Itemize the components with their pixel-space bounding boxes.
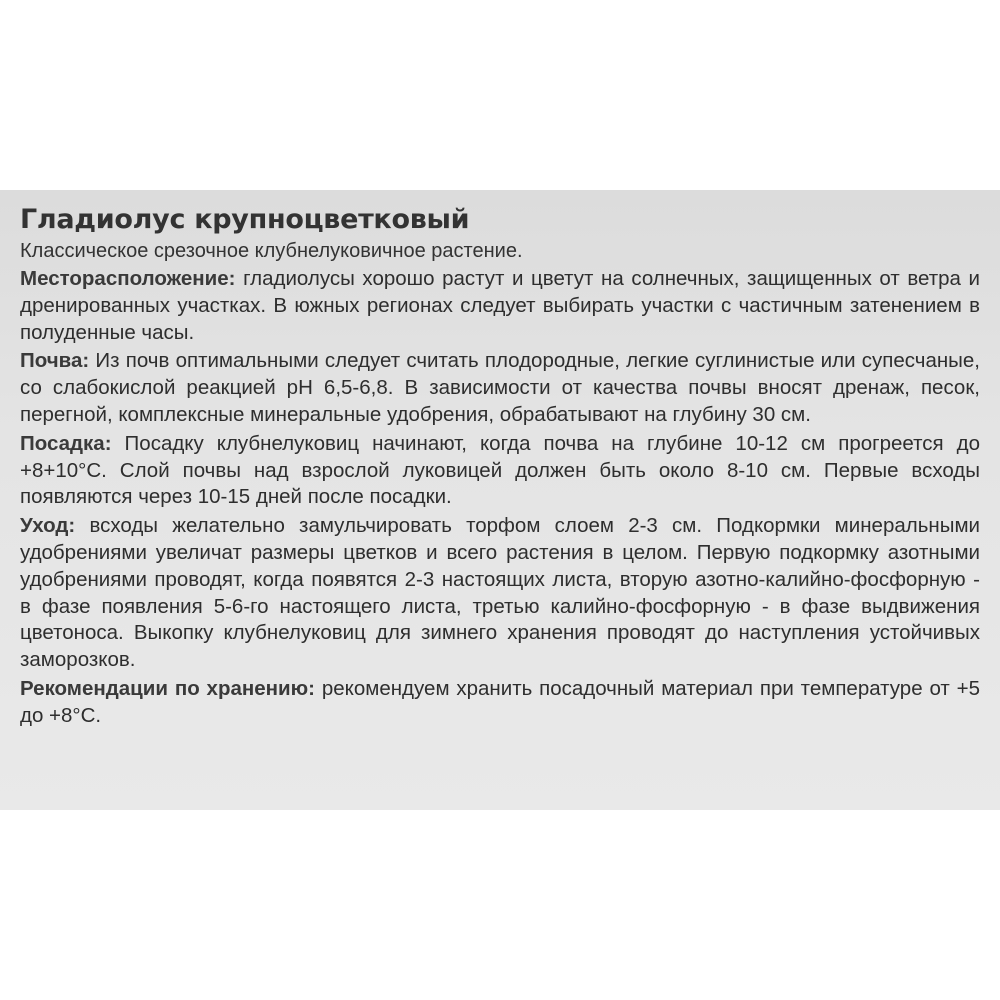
label-text — [20, 204, 980, 732]
section-location — [20, 266, 980, 346]
section-storage — [20, 676, 980, 730]
section-label: Посадка: — [20, 431, 112, 455]
section-text: рекомендуем хранить посадочный материал при температуре от +5 до +8°С. — [20, 676, 981, 727]
section-text: Из почв оптимальными следует считать плодородные, легкие суглинистые или супесчаные, со слабокислой реакцией pH 6,5-6,8. В зависимости от качества почвы вносят дренаж, песок, перегной, комплексные минеральные удобрения, обрабатывают на глубину 30 см. — [20, 349, 980, 426]
section-care — [20, 513, 980, 674]
section-text: всходы желательно замульчировать торфом слоем 2-3 см. Подкормки минеральными удобрениями увеличат размеры цветков и всего растения в целом. Первую подкормку азотными удобрениями проводят, когда появятся 2-3 настоящих листа, вторую азотно-калийно-фосфорную - в фазе появления 5-6-го настоящего листа, третью калийно-фосфорную - в фазе выдвижения цветоноса. Выкопку клубнелуковиц для зимнего хранения проводят до наступления устойчивых заморозков. — [20, 514, 980, 672]
section-soil — [20, 348, 980, 428]
section-label: Месторасположение: — [20, 267, 236, 290]
product-label — [0, 190, 1000, 810]
product-subtitle: Классическое срезочное клубнелуковичное растение. — [20, 240, 523, 262]
section-planting — [20, 431, 980, 511]
section-label: Уход: — [20, 514, 76, 538]
section-label: Рекомендации по хранению: — [20, 676, 315, 700]
section-text: Посадку клубнелуковиц начинают, когда почва на глубине 10-12 см прогреется до +8+10°С. Слой почвы над взрослой луковицей должен быть около 8-10 см. Первые всходы появляются через 10-15 дней после посадки. — [20, 431, 980, 509]
section-label: Почва: — [20, 349, 90, 373]
section-text: гладиолусы хорошо растут и цветут на солнечных, защищенных от ветра и дренированных участках. В южных регионах следует выбирать участки с частичным затенением в полуденные часы. — [20, 267, 980, 344]
product-title: Гладиолус крупноцветковый — [20, 204, 470, 235]
